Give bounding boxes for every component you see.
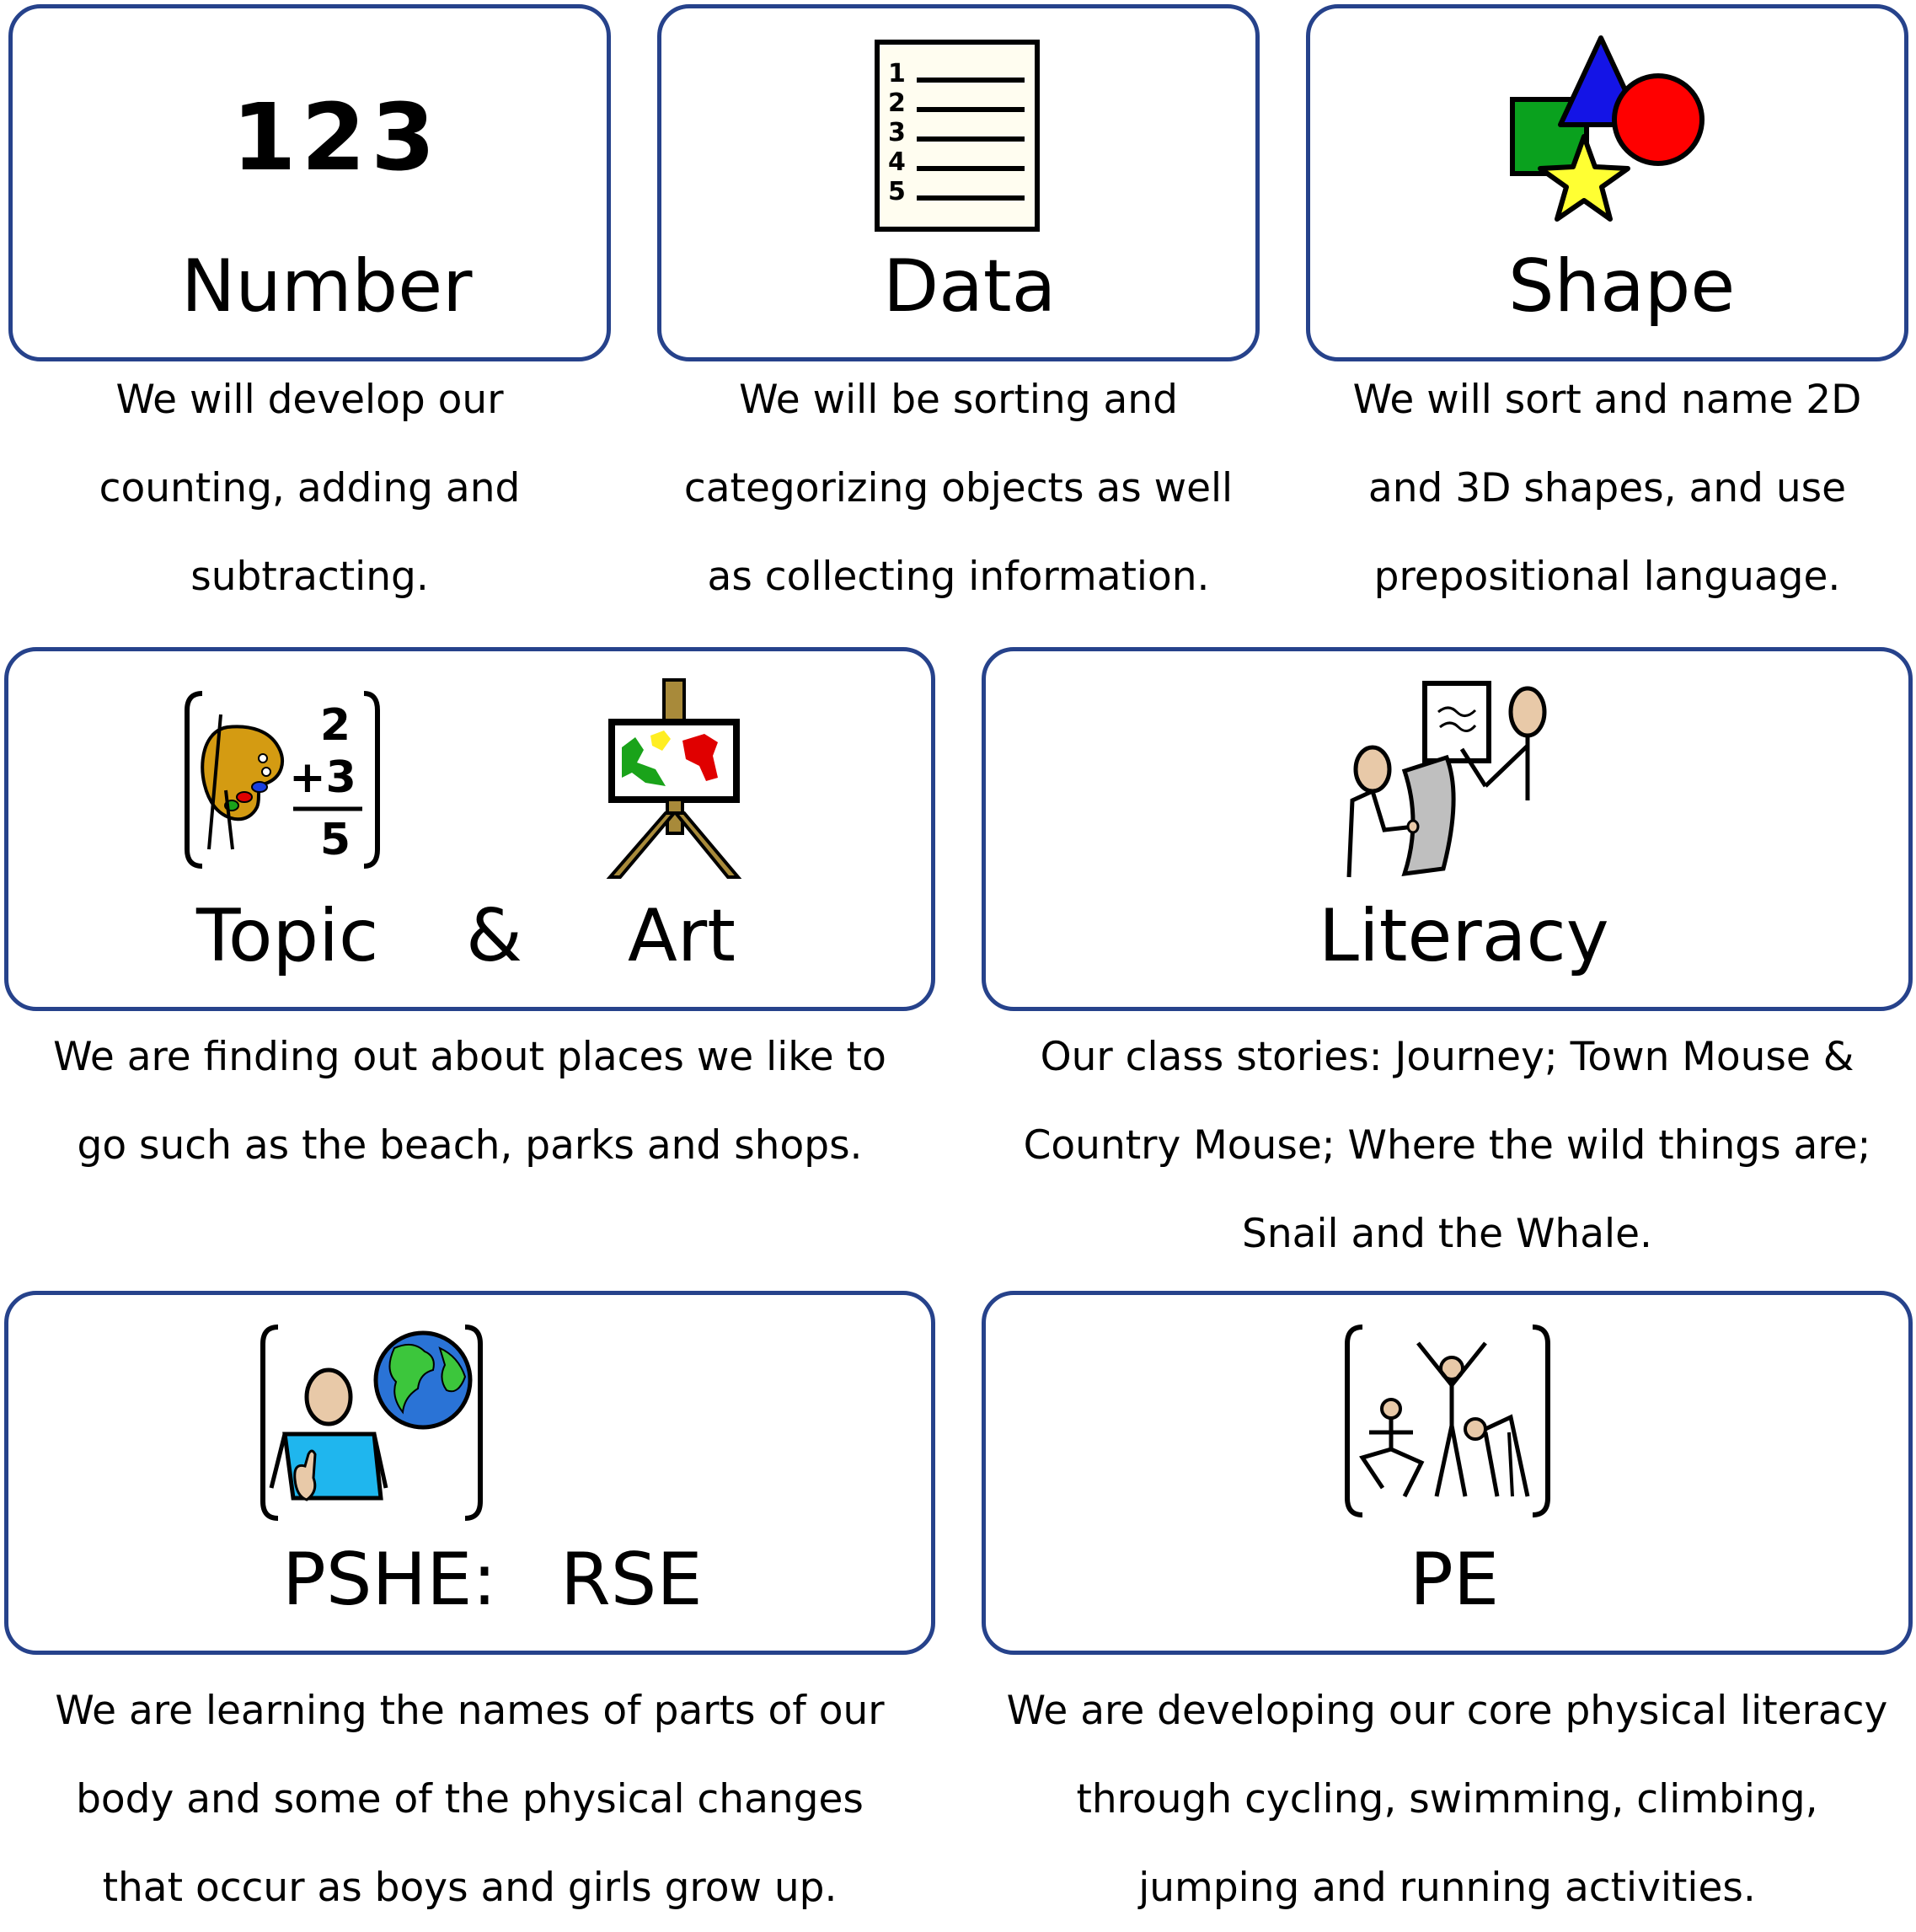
number-description (8, 356, 611, 621)
list-number-4: 4 (888, 147, 906, 177)
topic-art-description (4, 1013, 935, 1190)
pe-desc-line-2: through cycling, swimming, climbing, (1076, 1776, 1818, 1822)
sum-addend-1: 2 (319, 700, 351, 751)
literacy-desc-line-2: Country Mouse; Where the wild things are; (1023, 1122, 1871, 1169)
pe-title: PE (1410, 1538, 1500, 1622)
exercise-people-icon (1344, 1323, 1551, 1522)
data-title: Data (883, 244, 1057, 329)
sum-result: 5 (319, 815, 351, 865)
numbered-list-icon (875, 40, 1040, 232)
data-desc-line-3: as collecting information. (707, 554, 1210, 600)
literacy-desc-line-1: Our class stories: Journey; Town Mouse & (1040, 1034, 1854, 1080)
list-number-3: 3 (888, 118, 906, 147)
rse-title: RSE (560, 1538, 703, 1622)
shape-desc-line-1: We will sort and name 2D (1352, 377, 1862, 423)
list-number-2: 2 (888, 88, 906, 118)
topic-desc-line-1: We are finding out about places we like to (53, 1034, 886, 1080)
literacy-title: Literacy (1319, 894, 1609, 978)
pshe-title: PSHE: (282, 1538, 497, 1622)
pshe-desc-line-1: We are learning the names of parts of our (55, 1688, 885, 1734)
topic-desc-line-2: go such as the beach, parks and shops. (77, 1122, 863, 1169)
person-world-icon (260, 1323, 484, 1525)
number-title: Number (181, 244, 473, 329)
data-desc-line-2: categorizing objects as well (683, 465, 1234, 511)
reading-writing-icon (1344, 678, 1555, 880)
sum-addend-2: +3 (289, 752, 356, 803)
pe-description (982, 1667, 1913, 1932)
pe-desc-line-3: jumping and running activities. (1138, 1865, 1756, 1911)
literacy-desc-line-3: Snail and the Whale. (1242, 1211, 1652, 1257)
data-desc-line-1: We will be sorting and (739, 377, 1178, 423)
pe-desc-line-1: We are developing our core physical literacy (1006, 1688, 1888, 1734)
pshe-desc-line-3: that occur as boys and girls grow up. (102, 1865, 838, 1911)
number-desc-line-1: We will develop our (115, 377, 504, 423)
shape-desc-line-3: prepositional language. (1373, 554, 1841, 600)
number-desc-line-2: counting, adding and (99, 465, 521, 511)
pshe-description (4, 1667, 935, 1932)
shape-desc-line-2: and 3D shapes, and use (1367, 465, 1847, 511)
number-desc-line-3: subtracting. (190, 554, 429, 600)
shape-description (1306, 356, 1908, 621)
ampersand: & (466, 894, 523, 978)
data-description (657, 356, 1260, 621)
palette-sum-icon (185, 689, 381, 871)
art-title: Art (628, 894, 736, 978)
easel-painting-icon (607, 678, 741, 880)
list-number-5: 5 (888, 177, 906, 206)
list-number-1: 1 (888, 59, 906, 88)
literacy-description (982, 1013, 1913, 1278)
number-123-icon: 123 (232, 83, 441, 191)
shape-title: Shape (1508, 244, 1736, 329)
topic-title: Topic (196, 894, 379, 978)
shapes-icon (1508, 34, 1710, 236)
pshe-desc-line-2: body and some of the physical changes (76, 1776, 864, 1822)
